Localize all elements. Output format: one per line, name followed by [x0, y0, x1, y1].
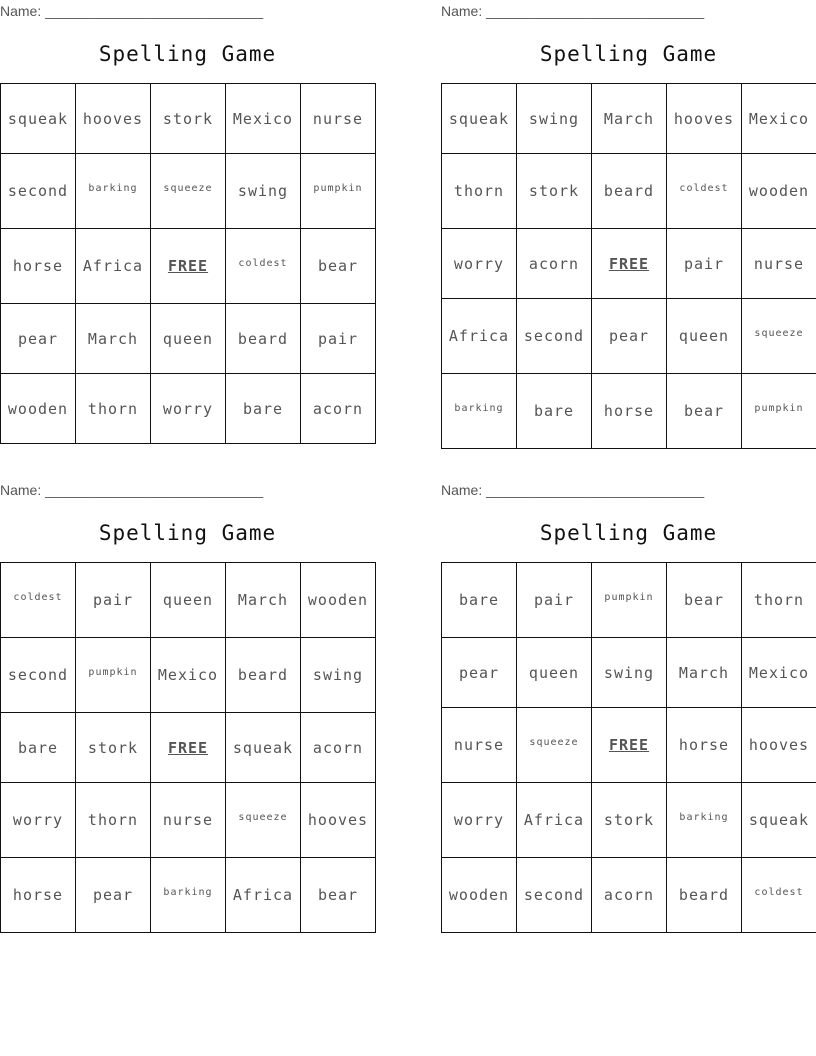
word-cell: nurse [742, 229, 816, 299]
word-cell: worry [442, 783, 517, 858]
bingo-grid [0, 83, 376, 444]
word-cell: hooves [742, 708, 816, 783]
grid-row [442, 638, 816, 708]
word-cell: pumpkin [592, 563, 667, 638]
word-cell: pear [1, 304, 76, 374]
word-cell: bear [301, 858, 376, 933]
word-cell: worry [442, 229, 517, 299]
word-cell: bare [442, 563, 517, 638]
word-cell: horse [667, 708, 742, 783]
word-cell: pair [301, 304, 376, 374]
card-title: Spelling Game [539, 42, 718, 66]
word-cell: Mexico [742, 638, 816, 708]
bingo-grid [441, 562, 816, 933]
word-cell: beard [226, 638, 301, 713]
word-cell: coldest [742, 858, 816, 933]
word-cell: squeak [442, 84, 517, 154]
grid-row [1, 783, 376, 858]
word-cell: beard [592, 154, 667, 229]
word-cell: wooden [442, 858, 517, 933]
word-cell: hooves [76, 84, 151, 154]
word-cell: March [592, 84, 667, 154]
word-cell: coldest [1, 563, 76, 638]
grid-row [442, 783, 816, 858]
word-cell: coldest [667, 154, 742, 229]
word-cell: nurse [442, 708, 517, 783]
name-field-label: Name: ____________________________ [0, 482, 264, 498]
word-cell: March [226, 563, 301, 638]
word-cell: thorn [76, 783, 151, 858]
word-cell: acorn [301, 713, 376, 783]
word-cell: bare [517, 374, 592, 449]
word-cell: Africa [76, 229, 151, 304]
grid-row [1, 84, 376, 154]
grid-row [442, 858, 816, 933]
word-cell: Mexico [226, 84, 301, 154]
word-cell: worry [1, 783, 76, 858]
grid-row [442, 84, 816, 154]
name-field-label: Name: ____________________________ [0, 3, 264, 19]
grid-row [1, 713, 376, 783]
word-cell: barking [151, 858, 226, 933]
word-cell: Africa [442, 299, 517, 374]
word-cell: squeak [1, 84, 76, 154]
word-cell: thorn [76, 374, 151, 444]
word-cell: nurse [301, 84, 376, 154]
word-cell: queen [151, 563, 226, 638]
grid-row [442, 374, 816, 449]
grid-row [442, 229, 816, 299]
word-cell: bear [667, 563, 742, 638]
word-cell: acorn [301, 374, 376, 444]
word-cell: bare [226, 374, 301, 444]
word-cell: pumpkin [76, 638, 151, 713]
grid-row [1, 304, 376, 374]
word-cell: thorn [442, 154, 517, 229]
word-cell: wooden [742, 154, 816, 229]
word-cell: second [1, 638, 76, 713]
word-cell: thorn [742, 563, 816, 638]
word-cell: wooden [1, 374, 76, 444]
grid-row [1, 229, 376, 304]
grid-row [1, 374, 376, 444]
word-cell: Mexico [151, 638, 226, 713]
free-space-cell: FREE [592, 708, 667, 783]
word-cell: bear [301, 229, 376, 304]
word-cell: queen [151, 304, 226, 374]
card-title: Spelling Game [98, 521, 277, 545]
word-cell: acorn [592, 858, 667, 933]
word-cell: barking [442, 374, 517, 449]
grid-row [1, 563, 376, 638]
card-title: Spelling Game [98, 42, 277, 66]
grid-row [1, 638, 376, 713]
word-cell: swing [226, 154, 301, 229]
word-cell: bare [1, 713, 76, 783]
word-cell: second [517, 858, 592, 933]
word-cell: worry [151, 374, 226, 444]
word-cell: horse [1, 858, 76, 933]
word-cell: coldest [226, 229, 301, 304]
grid-row [442, 154, 816, 229]
word-cell: queen [667, 299, 742, 374]
bingo-grid [441, 83, 816, 449]
grid-row [442, 299, 816, 374]
word-cell: pear [442, 638, 517, 708]
word-cell: nurse [151, 783, 226, 858]
name-field-label: Name: ____________________________ [441, 482, 705, 498]
grid-row [442, 563, 816, 638]
grid-row [1, 858, 376, 933]
word-cell: pumpkin [742, 374, 816, 449]
word-cell: squeeze [742, 299, 816, 374]
word-cell: bear [667, 374, 742, 449]
card-title: Spelling Game [539, 521, 718, 545]
free-space-cell: FREE [592, 229, 667, 299]
word-cell: horse [592, 374, 667, 449]
word-cell: second [1, 154, 76, 229]
word-cell: squeak [742, 783, 816, 858]
free-space-cell: FREE [151, 713, 226, 783]
word-cell: stork [151, 84, 226, 154]
word-cell: pair [76, 563, 151, 638]
bingo-grid [0, 562, 376, 933]
word-cell: pair [667, 229, 742, 299]
word-cell: Mexico [742, 84, 816, 154]
word-cell: barking [76, 154, 151, 229]
word-cell: swing [301, 638, 376, 713]
word-cell: hooves [667, 84, 742, 154]
word-cell: squeeze [226, 783, 301, 858]
word-cell: hooves [301, 783, 376, 858]
word-cell: swing [517, 84, 592, 154]
word-cell: stork [76, 713, 151, 783]
word-cell: pear [76, 858, 151, 933]
word-cell: March [76, 304, 151, 374]
word-cell: beard [226, 304, 301, 374]
word-cell: queen [517, 638, 592, 708]
word-cell: pair [517, 563, 592, 638]
word-cell: squeeze [151, 154, 226, 229]
word-cell: swing [592, 638, 667, 708]
free-space-cell: FREE [151, 229, 226, 304]
word-cell: barking [667, 783, 742, 858]
word-cell: Africa [226, 858, 301, 933]
name-field-label: Name: ____________________________ [441, 3, 705, 19]
word-cell: pear [592, 299, 667, 374]
grid-row [1, 154, 376, 229]
word-cell: March [667, 638, 742, 708]
word-cell: pumpkin [301, 154, 376, 229]
word-cell: wooden [301, 563, 376, 638]
word-cell: horse [1, 229, 76, 304]
word-cell: squeeze [517, 708, 592, 783]
grid-row [442, 708, 816, 783]
word-cell: stork [592, 783, 667, 858]
word-cell: stork [517, 154, 592, 229]
word-cell: acorn [517, 229, 592, 299]
word-cell: squeak [226, 713, 301, 783]
word-cell: beard [667, 858, 742, 933]
word-cell: Africa [517, 783, 592, 858]
word-cell: second [517, 299, 592, 374]
